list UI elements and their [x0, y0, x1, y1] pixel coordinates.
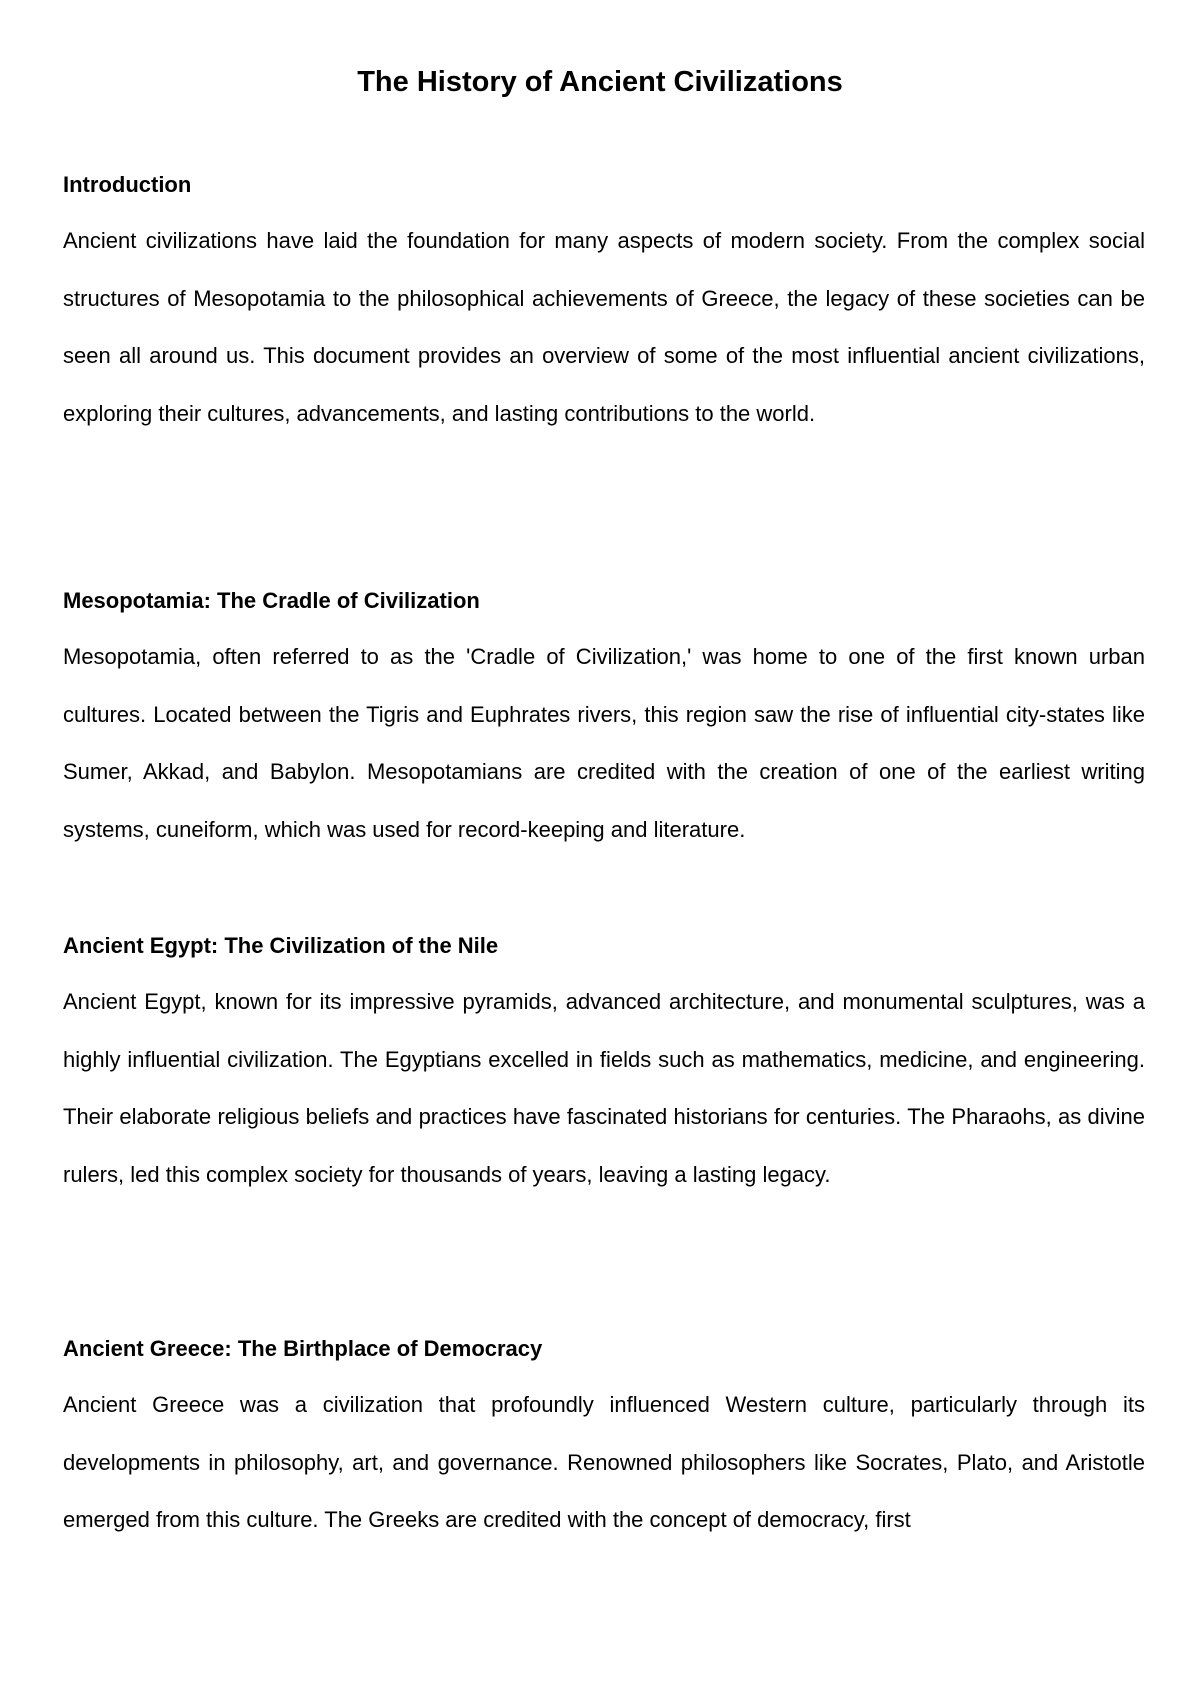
- section-heading-mesopotamia: Mesopotamia: The Cradle of Civilization: [63, 588, 480, 613]
- document-title: The History of Ancient Civilizations: [357, 66, 843, 98]
- section-heading-greece: Ancient Greece: The Birthplace of Democracy: [63, 1336, 543, 1361]
- section-body-greece: Ancient Greece was a civilization that profoundly influenced Western culture, particularly through its developments in philosophy, art, and governance. Renowned philosophers like Socrates, Plato, and Aristotle emerged from this culture. The Greeks are credited with the concept of democracy, first: [63, 1392, 1145, 1532]
- section-body-egypt: Ancient Egypt, known for its impressive pyramids, advanced architecture, and monumental sculptures, was a highly influential civilization. The Egyptians excelled in fields such as mathematics, medicine, and engineering. Their elaborate religious beliefs and practices have fascinated historians for centuries. The Pharaohs, as divine rulers, led this complex society for thousands of years, leaving a lasting legacy.: [63, 989, 1145, 1187]
- section-heading-introduction: Introduction: [63, 172, 192, 197]
- section-body-mesopotamia: Mesopotamia, often referred to as the 'Cradle of Civilization,' was home to one of the first known urban cultures. Located between the Tigris and Euphrates rivers, this region saw the rise of influential city-states like Sumer, Akkad, and Babylon. Mesopotamians are credited with the creation of one of the earliest writing systems, cuneiform, which was used for record-keeping and literature.: [63, 644, 1145, 842]
- section-body-introduction: Ancient civilizations have laid the foundation for many aspects of modern society. From the complex social structures of Mesopotamia to the philosophical achievements of Greece, the legacy of these societies can be seen all around us. This document provides an overview of some of the most influential ancient civilizations, exploring their cultures, advancements, and lasting contributions to the world.: [63, 228, 1145, 426]
- section-heading-egypt: Ancient Egypt: The Civilization of the Nile: [63, 933, 499, 958]
